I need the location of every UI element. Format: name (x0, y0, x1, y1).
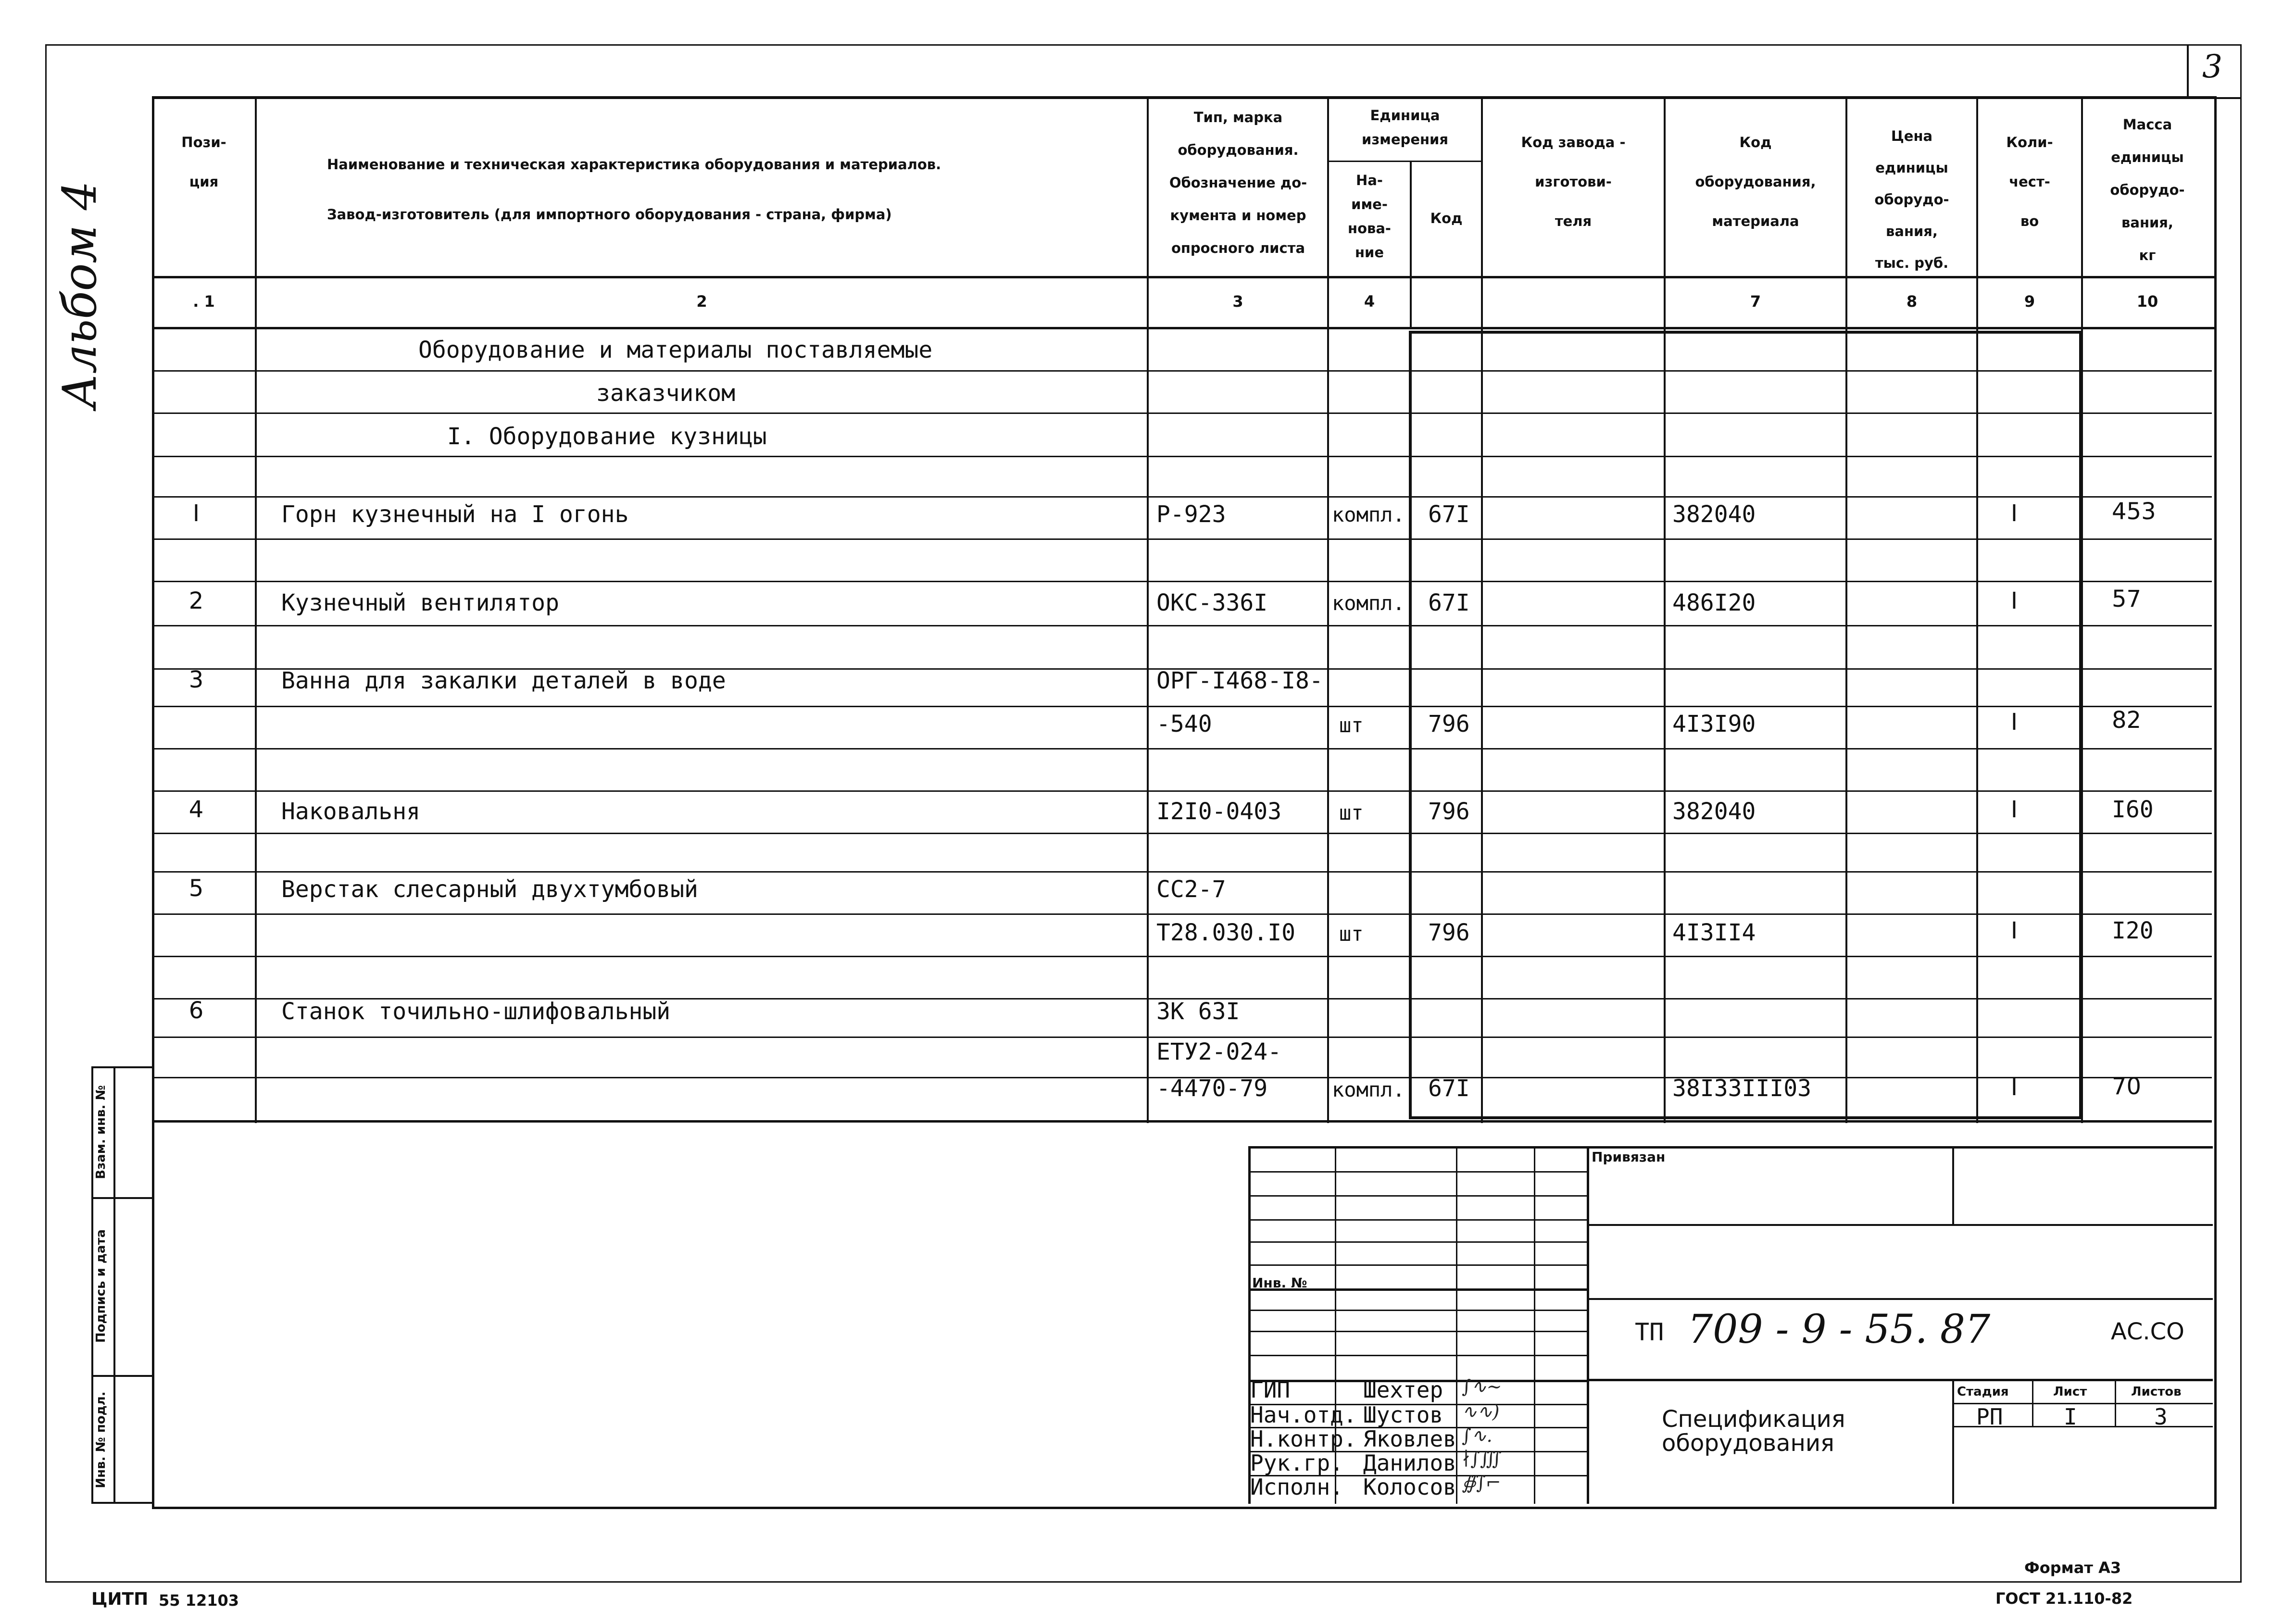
stamp-doc-prefix: ТП (1635, 1318, 1664, 1346)
header-unit-name: На- име- нова- ние (1348, 172, 1391, 261)
colnum-7: 7 (1750, 292, 1761, 311)
header-unit-code: Код (1430, 210, 1463, 226)
stamp-stage-label: Стадия (1957, 1385, 2009, 1399)
colnum-bottom-line (152, 327, 2214, 329)
colnum-10: 10 (2136, 292, 2158, 311)
header-unit-group: Единица измерения (1362, 107, 1448, 148)
header-price: Цена единицы оборудо- вания, тыс. руб. (1874, 128, 1949, 271)
header-type: Тип, марка оборудования. Обозначение до- кумента и номер опросного листа (1169, 109, 1307, 256)
stamp-title-2: оборудования (1662, 1430, 1834, 1457)
footer-left-code: ЦИТП (91, 1589, 149, 1609)
stamp-inv-no: Инв. № (1252, 1275, 1307, 1291)
header-position: Пози- ция (181, 134, 226, 190)
section-subtitle: I. Оборудование кузницы (447, 423, 767, 450)
signature-2: ∿∿) (1462, 1401, 1500, 1422)
footer-left-number: 55 12103 (159, 1591, 239, 1610)
header-mass: Масса единицы оборудо- вания, кг (2110, 116, 2185, 263)
colnum-3: 3 (1232, 292, 1243, 311)
stamp-title-1: Спецификация (1662, 1406, 1845, 1433)
colnum-2: 2 (696, 292, 707, 311)
footer-format: Формат А3 (2024, 1559, 2121, 1577)
colnum-4: 4 (1364, 292, 1375, 311)
stamp-stage-value: РП (1976, 1404, 2003, 1430)
header-name: Наименование и техническая характеристика оборудования и материалов. Завод-изготовитель (для импортного оборудования - страна, фирма) (327, 156, 941, 223)
album-label: Альбом 4 (53, 181, 107, 409)
side-label-vzam: Взам. инв. № (94, 1085, 108, 1179)
header-quantity: Коли- чест- во (2006, 134, 2053, 229)
header-equipment-code: Код оборудования, материала (1695, 134, 1816, 229)
stamp-doc-number: 709 - 9 - 55. 87 (1688, 1307, 1991, 1352)
side-label-podpis: Подпись и дата (94, 1229, 108, 1343)
signature-4: ∤∫∭ (1462, 1448, 1502, 1469)
unit-group-line (1327, 161, 1481, 162)
colnum-9: 9 (2024, 292, 2035, 311)
colnum-8: 8 (1906, 292, 1918, 311)
header-factory-code: Код завода - изготови- теля (1521, 134, 1626, 229)
stamp-sheet-value: I (2064, 1404, 2077, 1430)
signature-3: ∫∿. (1462, 1425, 1493, 1446)
stamp-sheets-label: Листов (2131, 1385, 2182, 1399)
signature-5: ∯∫⌐ (1462, 1472, 1501, 1493)
colnum-1: . 1 (193, 292, 215, 311)
side-label-inv-podl: Инв. № подл. (94, 1391, 108, 1488)
signature-1: ∫∿~ (1462, 1376, 1502, 1397)
section-title-line1: Оборудование и материалы поставляемые (418, 337, 933, 363)
section-title-line2: заказчиком (596, 380, 735, 407)
stamp-sheet-label: Лист (2053, 1385, 2087, 1399)
sheet-corner-number: 3 (2202, 48, 2222, 85)
stamp-doc-suffix: АС.СО (2111, 1318, 2184, 1345)
footer-gost: ГОСТ 21.110-82 (1995, 1589, 2133, 1608)
stamp-privyazan: Привязан (1592, 1149, 1666, 1165)
stamp-sheets-value: 3 (2154, 1404, 2168, 1430)
